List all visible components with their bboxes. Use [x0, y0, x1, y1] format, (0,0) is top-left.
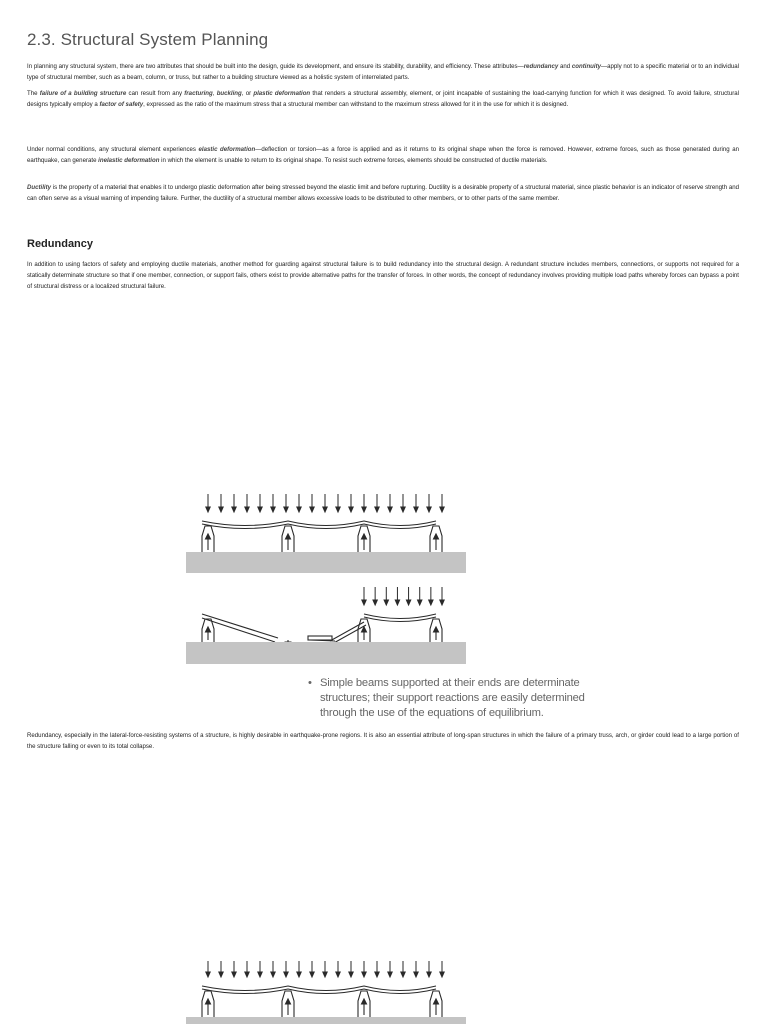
section-title: 2.3. Structural System Planning	[27, 30, 269, 49]
load-arrows	[206, 961, 444, 977]
paragraph-failure	[27, 89, 739, 111]
beam	[202, 521, 436, 529]
paragraph-ductility	[27, 183, 739, 205]
figure-beam-continuous	[180, 955, 470, 1024]
text-run: is the property of a material that enables it to undergo plastic deformation after being stressed beyond the elastic limit and before rupturing. Ductility is a desirable property of a structural material, since plastic behavior is an indicator of reserve strength and can often serve as a visual warning of impending failure. Further, the ductility of a structural member allows excessive loads to be distributed to other members, or to other parts of the same member.	[27, 184, 739, 202]
text-run: , expressed as the ratio of the maximum stress that a structural member can withstand to the maximum stress allowed for it in the use for which it is designed.	[143, 100, 569, 108]
ground	[186, 552, 466, 573]
beam	[202, 986, 436, 994]
text-run: In addition to using factors of safety and employing ductile materials, another method for guarding against structural failure is to build redundancy into the structural design. A redundant structure includes members, connections, or supports not required for a statically determinate structure so that if one member, connection, or support fails, others exist to provide alternative paths for the transfer of forces. In other words, the concept of redundancy involves providing multiple load paths whereby forces can bypass a point of structural distress or a localized structural failure.	[27, 261, 739, 290]
text-run: can result from any	[126, 90, 185, 97]
text-run: and	[558, 63, 572, 70]
supports	[202, 526, 442, 552]
ground	[186, 1017, 466, 1024]
text-run: Under normal conditions, any structural element experiences	[27, 146, 199, 153]
text-run: The	[27, 90, 40, 97]
emphasized-term: buckling	[216, 90, 242, 97]
text-run: , or	[241, 90, 254, 97]
figure-beam-loaded	[180, 490, 470, 580]
emphasized-term: inelastic deformation	[98, 156, 160, 164]
text-run: in which the element is unable to return to its original shape. To resist such extreme forces, elements should be constructed of ductile materials.	[159, 156, 548, 164]
figure-beam-failure	[180, 585, 470, 667]
emphasized-term: elastic deformation	[198, 146, 256, 153]
text-run: —deflection or torsion—as a force is applied and as it returns to its original shape when the force is removed. However, extreme forces, such as those generated during an earthquake, can generate	[27, 146, 739, 164]
paragraph-redundancy	[27, 260, 739, 292]
emphasized-term: plastic deformation	[253, 90, 311, 97]
load-arrows-partial	[362, 587, 444, 605]
emphasized-term: redundancy	[523, 63, 559, 70]
caption-text: Simple beams supported at their ends are determinate structures; their support reactions are easily determined through the use of the equations of equilibrium.	[320, 677, 585, 719]
paragraph-attributes	[27, 62, 739, 84]
emphasized-term: continuity	[571, 63, 602, 70]
text-run: —apply not to a specific material or to an individual type of structural member, such as a beam, column, or truss, but rather to a building structure viewed as a holistic system of interrelated parts.	[27, 63, 739, 81]
subheading-redundancy: Redundancy	[27, 238, 94, 250]
text-run: In planning any structural system, there are two attributes that should be built into the design, guide its development, and ensure its stability, durability, and efficiency. These attributes—	[27, 63, 524, 70]
load-arrows	[206, 494, 444, 512]
emphasized-term: fracturing	[184, 90, 213, 97]
emphasized-term: factor of safety	[99, 100, 144, 108]
text-run: Redundancy, especially in the lateral-force-resisting systems of a structure, is highly desirable in earthquake-prone regions. It is also an essential attribute of long-span structures in which the failure of a primary truss, arch, or girder could lead to a large portion of the structure falling or even to its total collapse.	[27, 732, 739, 750]
paragraph-earthquake	[27, 731, 739, 753]
caption-bullet: •	[308, 677, 312, 689]
text-run: ,	[212, 90, 217, 97]
ground	[186, 642, 466, 664]
text-run: that renders a structural assembly, element, or joint incapable of sustaining the load-carrying function for which it was designed. To avoid failure, structural designs typically employ a	[27, 90, 739, 108]
collapsed-beams	[202, 614, 436, 644]
paragraph-deformation	[27, 145, 739, 167]
supports	[202, 991, 442, 1017]
emphasized-term: failure of a building structure	[39, 90, 127, 97]
emphasized-term: Ductility	[27, 184, 52, 191]
